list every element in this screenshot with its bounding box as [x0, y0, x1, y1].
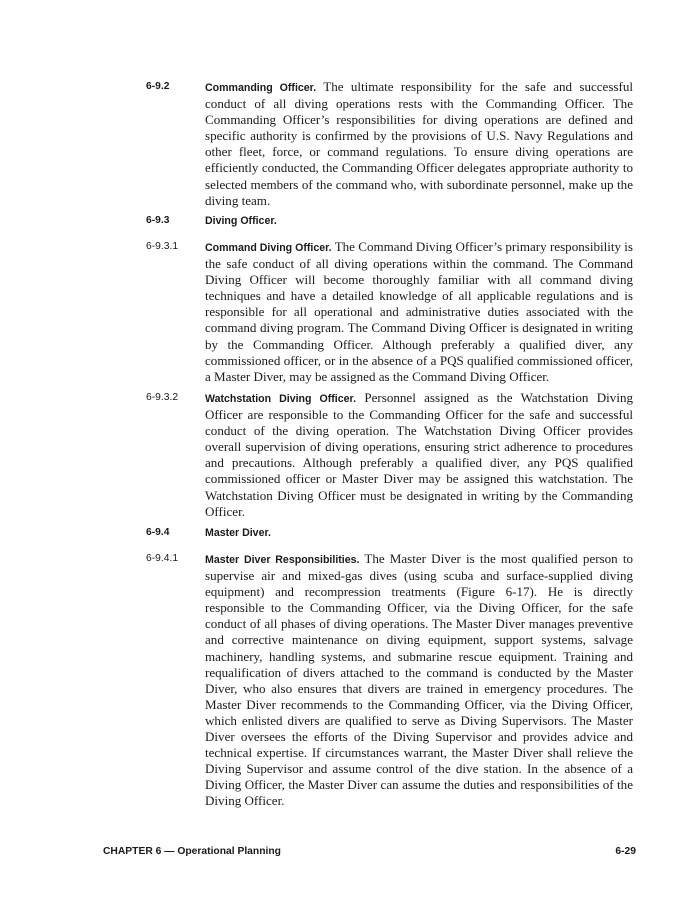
- section-number: 6-9.4.1: [146, 553, 179, 564]
- section-number: 6-9.3: [146, 215, 170, 226]
- section-heading: Command Diving Officer.: [205, 242, 332, 254]
- section-paragraph: [205, 390, 633, 520]
- section-number: 6-9.2: [146, 81, 170, 92]
- section-text: Personnel assigned as the Watchstation Diving Officer are responsible to the Commanding Officer for the safe and successful conduct of the diving operation. The Watchstation Diving Officer provides overall supervision of diving operations, ensuring strict adherence to procedures and precautions. Although preferably a qualified diver, any PQS qualified commissioned officer or Master Diver may be assigned this watchstation. The Watchstation Diving Officer must be designated in writing by the Commanding Officer.: [205, 390, 633, 519]
- section-text: The Command Diving Officer’s primary responsibility is the safe conduct of all diving operations within the command. The Command Diving Officer will become thoroughly familiar with all command diving techniques and have a detailed knowledge of all applicable regulations and is responsible for all operational and administrative duties associated with the command diving program. The Command Diving Officer is designated in writing by the Commanding Officer. Although preferably a qualified diver, any commissioned officer, or in the absence of a PQS qualified commissioned officer, a Master Diver, may be assigned as the Command Diving Officer.: [205, 239, 633, 384]
- section-text: The ultimate responsibility for the safe and successful conduct of all diving operations rests with the Commanding Officer. The Commanding Officer’s responsibilities for diving operations are defined and specific authority is confirmed by the provisions of U.S. Navy Regulations and other fleet, force, or command regulations. To ensure diving operations are efficiently conducted, the Commanding Officer delegates appropriate authority to selected members of the command who, with subordinate personnel, make up the diving team.: [205, 79, 633, 208]
- section-number: 6-9.3.2: [146, 392, 179, 403]
- section-number: 6-9.4: [146, 527, 170, 538]
- section-paragraph: [205, 79, 633, 209]
- section-paragraph: [205, 551, 633, 810]
- section-paragraph: [205, 239, 633, 385]
- section-heading: Master Diver.: [205, 527, 271, 539]
- section-heading: Commanding Officer.: [205, 82, 317, 94]
- section-heading: Watchstation Diving Officer.: [205, 393, 357, 405]
- footer-chapter-title: CHAPTER 6 — Operational Planning: [103, 846, 281, 857]
- section-text: The Master Diver is the most qualified person to supervise air and mixed-gas dives (using scuba and surface-supplied diving equipment) and recompression treatments (Figure 6-17). He is directly responsible to the Commanding Officer, via the Diving Officer, for the safe conduct of all phases of diving operations. The Master Diver manages preventive and corrective maintenance on diving equipment, support systems, salvage machinery, handling systems, and submarine rescue equipment. Training and requalification of divers attached to the command is conducted by the Master Diver, who also ensures that divers are trained in emergency procedures. The Master Diver recommends to the Commanding Officer, via the Diving Officer, which enlisted divers are qualified to serve as Diving Supervisors. The Master Diver oversees the efforts of the Diving Supervisor and provides advice and technical expertise. If circumstances warrant, the Master Diver shall relieve the Diving Supervisor and assume control of the dive station. In the absence of a Diving Officer, the Master Diver can assume the duties and responsibilities of the Diving Officer.: [205, 551, 633, 809]
- section-number: 6-9.3.1: [146, 241, 179, 252]
- section-heading: Diving Officer.: [205, 215, 277, 227]
- section-heading: Master Diver Responsibilities.: [205, 554, 360, 566]
- footer-page-number: 6-29: [615, 846, 636, 857]
